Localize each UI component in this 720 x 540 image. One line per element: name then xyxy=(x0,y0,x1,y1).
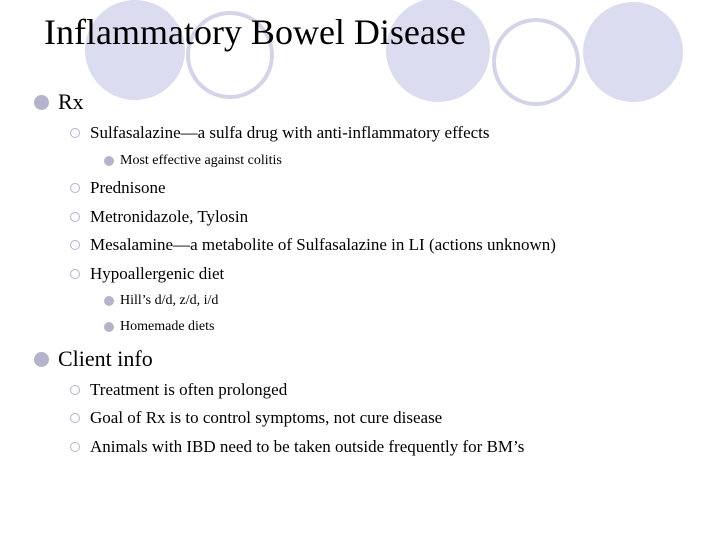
list-item-text: Hypoallergenic diet xyxy=(90,264,225,283)
list-item xyxy=(70,122,490,144)
list-item-text: Goal of Rx is to control symptoms, not cure disease xyxy=(90,408,443,427)
sub-list-item xyxy=(104,318,214,336)
sub-list-item-text: Homemade diets xyxy=(120,319,215,334)
list-item-text: Treatment is often prolonged xyxy=(90,380,288,399)
sub-list-item-text: Most effective against colitis xyxy=(120,153,282,168)
list-item xyxy=(70,379,287,401)
list-item xyxy=(70,436,524,458)
hollow-circle-bullet-icon xyxy=(70,442,80,452)
deco-circle-5 xyxy=(494,20,578,104)
section-rx xyxy=(34,89,84,115)
list-item xyxy=(70,263,224,285)
filled-circle-bullet-icon xyxy=(104,322,114,332)
hollow-circle-bullet-icon xyxy=(70,269,80,279)
section-label: Client info xyxy=(58,346,153,371)
list-item xyxy=(70,177,166,199)
hollow-circle-bullet-icon xyxy=(70,212,80,222)
list-item-text: Sulfasalazine—a sulfa drug with anti-inflammatory effects xyxy=(90,123,490,142)
filled-circle-bullet-icon xyxy=(34,352,49,367)
list-item-text: Prednisone xyxy=(90,178,166,197)
sub-list-item-text: Hill’s d/d, z/d, i/d xyxy=(120,293,219,308)
deco-circle-6 xyxy=(583,2,683,102)
filled-circle-bullet-icon xyxy=(104,296,114,306)
hollow-circle-bullet-icon xyxy=(70,240,80,250)
filled-circle-bullet-icon xyxy=(104,156,114,166)
slide-title: Inflammatory Bowel Disease xyxy=(44,12,466,52)
list-item-text: Mesalamine—a metabolite of Sulfasalazine in LI (actions unknown) xyxy=(90,235,556,254)
hollow-circle-bullet-icon xyxy=(70,413,80,423)
hollow-circle-bullet-icon xyxy=(70,385,80,395)
sub-list-item xyxy=(104,292,218,310)
list-item xyxy=(70,234,556,256)
section-client-info xyxy=(34,346,153,372)
sub-list-item xyxy=(104,152,282,170)
list-item xyxy=(70,206,248,228)
hollow-circle-bullet-icon xyxy=(70,128,80,138)
hollow-circle-bullet-icon xyxy=(70,183,80,193)
list-item xyxy=(70,407,442,429)
filled-circle-bullet-icon xyxy=(34,95,49,110)
list-item-text: Metronidazole, Tylosin xyxy=(90,207,249,226)
section-label: Rx xyxy=(58,89,84,114)
list-item-text: Animals with IBD need to be taken outside frequently for BM’s xyxy=(90,437,525,456)
